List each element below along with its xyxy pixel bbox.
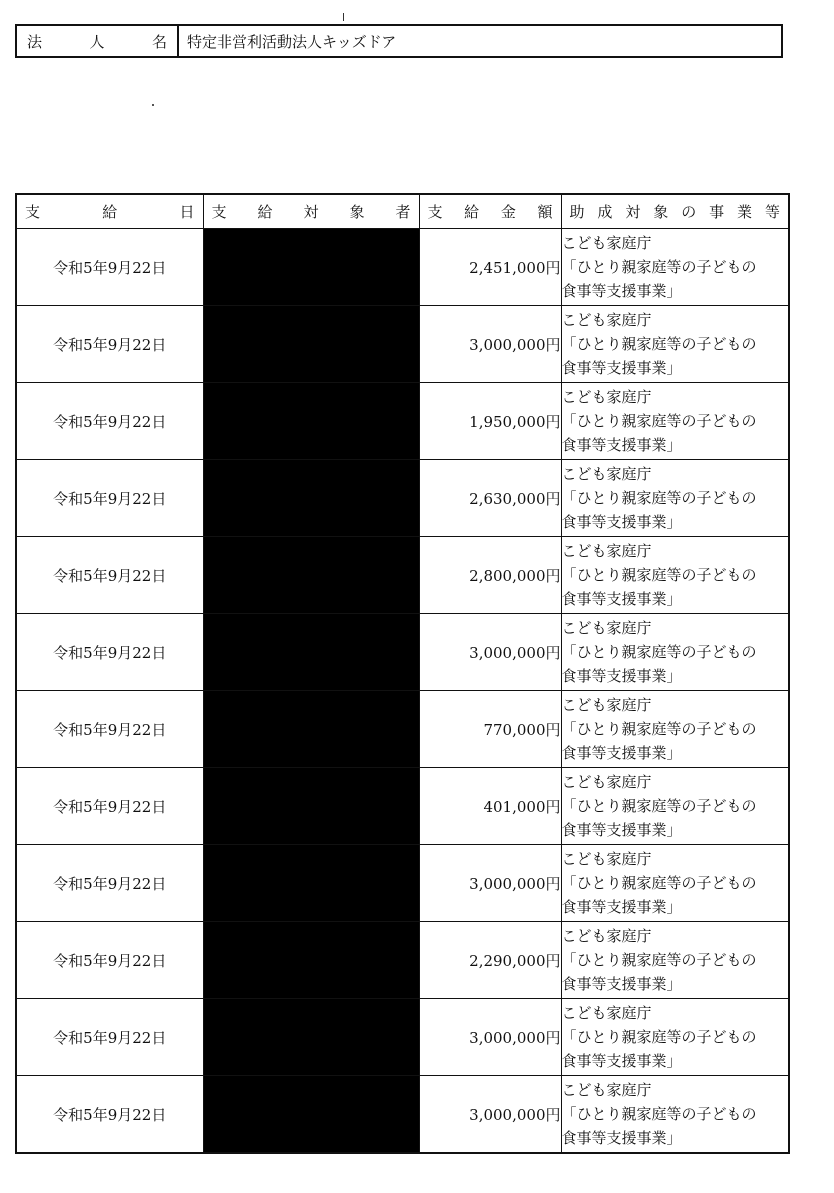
purpose-agency: こども家庭庁 <box>561 773 652 791</box>
header-char: 給 <box>257 203 273 221</box>
header-amount <box>419 194 561 229</box>
purpose-program: 「ひとり親家庭等の子どもの <box>561 720 757 738</box>
purpose-agency: こども家庭庁 <box>561 1004 652 1022</box>
redacted-recipient <box>203 691 419 768</box>
purpose-program-cont: 食事等支援事業」 <box>561 744 682 762</box>
payment-date: 令和5年9月22日 <box>16 614 203 691</box>
payment-amount: 401,000円 <box>419 768 561 845</box>
grant-purpose <box>561 999 789 1076</box>
header-char: 者 <box>395 203 411 221</box>
grant-purpose <box>561 306 789 383</box>
payment-date: 令和5年9月22日 <box>16 691 203 768</box>
header-char: 事 <box>709 203 725 221</box>
corporation-name-box <box>15 24 783 58</box>
table-row <box>16 691 789 768</box>
payment-date: 令和5年9月22日 <box>16 229 203 306</box>
header-date <box>16 194 203 229</box>
payment-date: 令和5年9月22日 <box>16 1076 203 1154</box>
purpose-agency: こども家庭庁 <box>561 542 652 560</box>
payment-amount: 2,800,000円 <box>419 537 561 614</box>
table-row <box>16 383 789 460</box>
header-char: 支 <box>211 203 227 221</box>
header-char: 支 <box>25 203 41 221</box>
payment-date: 令和5年9月22日 <box>16 537 203 614</box>
payment-date: 令和5年9月22日 <box>16 768 203 845</box>
purpose-program-cont: 食事等支援事業」 <box>561 436 682 454</box>
purpose-program-cont: 食事等支援事業」 <box>561 898 682 916</box>
purpose-program-cont: 食事等支援事業」 <box>561 821 682 839</box>
payment-amount: 2,630,000円 <box>419 460 561 537</box>
table-row <box>16 306 789 383</box>
redacted-recipient <box>203 229 419 306</box>
payment-date: 令和5年9月22日 <box>16 460 203 537</box>
purpose-program-cont: 食事等支援事業」 <box>561 667 682 685</box>
payment-amount: 770,000円 <box>419 691 561 768</box>
table-row <box>16 922 789 999</box>
redacted-recipient <box>203 614 419 691</box>
grant-purpose <box>561 1076 789 1154</box>
redacted-recipient <box>203 768 419 845</box>
purpose-agency: こども家庭庁 <box>561 1081 652 1099</box>
payment-amount: 3,000,000円 <box>419 999 561 1076</box>
payment-amount: 2,451,000円 <box>419 229 561 306</box>
table-row <box>16 537 789 614</box>
payment-date: 令和5年9月22日 <box>16 922 203 999</box>
grant-purpose <box>561 922 789 999</box>
payment-amount: 3,000,000円 <box>419 1076 561 1154</box>
payment-date: 令和5年9月22日 <box>16 306 203 383</box>
grant-purpose <box>561 768 789 845</box>
header-char: 助 <box>569 203 585 221</box>
purpose-program: 「ひとり親家庭等の子どもの <box>561 335 757 353</box>
table-row <box>16 614 789 691</box>
payment-amount: 1,950,000円 <box>419 383 561 460</box>
redacted-recipient <box>203 306 419 383</box>
redacted-recipient <box>203 1076 419 1154</box>
table-row <box>16 229 789 306</box>
purpose-program: 「ひとり親家庭等の子どもの <box>561 412 757 430</box>
grant-purpose <box>561 229 789 306</box>
header-char: 象 <box>653 203 669 221</box>
purpose-program-cont: 食事等支援事業」 <box>561 975 682 993</box>
header-char: 金 <box>500 203 516 221</box>
grant-purpose <box>561 383 789 460</box>
grant-purpose <box>561 614 789 691</box>
grant-purpose <box>561 460 789 537</box>
payment-date: 令和5年9月22日 <box>16 845 203 922</box>
payment-amount: 2,290,000円 <box>419 922 561 999</box>
scan-mark <box>343 13 344 21</box>
payment-amount: 3,000,000円 <box>419 306 561 383</box>
header-char: 業 <box>737 203 753 221</box>
payment-date: 令和5年9月22日 <box>16 999 203 1076</box>
purpose-agency: こども家庭庁 <box>561 696 652 714</box>
corporation-label-char: 名 <box>151 32 167 51</box>
header-char: 等 <box>764 203 780 221</box>
purpose-program: 「ひとり親家庭等の子どもの <box>561 258 757 276</box>
grant-purpose <box>561 537 789 614</box>
purpose-program: 「ひとり親家庭等の子どもの <box>561 1105 757 1123</box>
purpose-program: 「ひとり親家庭等の子どもの <box>561 874 757 892</box>
payment-amount: 3,000,000円 <box>419 614 561 691</box>
table-row <box>16 999 789 1076</box>
corporation-label-char: 人 <box>89 32 105 51</box>
purpose-program-cont: 食事等支援事業」 <box>561 1052 682 1070</box>
scan-speck <box>152 104 154 106</box>
header-char: 支 <box>427 203 443 221</box>
header-char: 給 <box>102 203 118 221</box>
table-row <box>16 460 789 537</box>
redacted-recipient <box>203 845 419 922</box>
purpose-agency: こども家庭庁 <box>561 927 652 945</box>
header-char: 対 <box>625 203 641 221</box>
redacted-recipient <box>203 922 419 999</box>
purpose-program-cont: 食事等支援事業」 <box>561 1129 682 1147</box>
corporation-label-char: 法 <box>27 32 43 51</box>
header-purpose <box>561 194 789 229</box>
header-char: 対 <box>303 203 319 221</box>
purpose-program: 「ひとり親家庭等の子どもの <box>561 1028 757 1046</box>
header-char: 象 <box>349 203 365 221</box>
purpose-agency: こども家庭庁 <box>561 465 652 483</box>
header-char: 額 <box>537 203 553 221</box>
purpose-program: 「ひとり親家庭等の子どもの <box>561 566 757 584</box>
header-char: の <box>681 203 697 221</box>
purpose-agency: こども家庭庁 <box>561 234 652 252</box>
table-row <box>16 1076 789 1154</box>
header-char: 日 <box>179 203 195 221</box>
header-char: 成 <box>597 203 613 221</box>
header-char: 給 <box>464 203 480 221</box>
payment-amount: 3,000,000円 <box>419 845 561 922</box>
grant-purpose <box>561 845 789 922</box>
table-row <box>16 845 789 922</box>
purpose-program: 「ひとり親家庭等の子どもの <box>561 951 757 969</box>
redacted-recipient <box>203 460 419 537</box>
purpose-program: 「ひとり親家庭等の子どもの <box>561 489 757 507</box>
purpose-agency: こども家庭庁 <box>561 311 652 329</box>
purpose-program-cont: 食事等支援事業」 <box>561 513 682 531</box>
header-row <box>16 194 789 229</box>
grant-table <box>15 193 790 1154</box>
corporation-label <box>17 26 179 56</box>
corporation-name: 特定非営利活動法人キッズドア <box>187 32 397 51</box>
purpose-agency: こども家庭庁 <box>561 388 652 406</box>
purpose-agency: こども家庭庁 <box>561 619 652 637</box>
redacted-recipient <box>203 383 419 460</box>
purpose-program-cont: 食事等支援事業」 <box>561 590 682 608</box>
purpose-program-cont: 食事等支援事業」 <box>561 359 682 377</box>
redacted-recipient <box>203 999 419 1076</box>
redacted-recipient <box>203 537 419 614</box>
purpose-program-cont: 食事等支援事業」 <box>561 282 682 300</box>
purpose-agency: こども家庭庁 <box>561 850 652 868</box>
table-row <box>16 768 789 845</box>
purpose-program: 「ひとり親家庭等の子どもの <box>561 797 757 815</box>
grant-purpose <box>561 691 789 768</box>
header-recipient <box>203 194 419 229</box>
payment-date: 令和5年9月22日 <box>16 383 203 460</box>
purpose-program: 「ひとり親家庭等の子どもの <box>561 643 757 661</box>
